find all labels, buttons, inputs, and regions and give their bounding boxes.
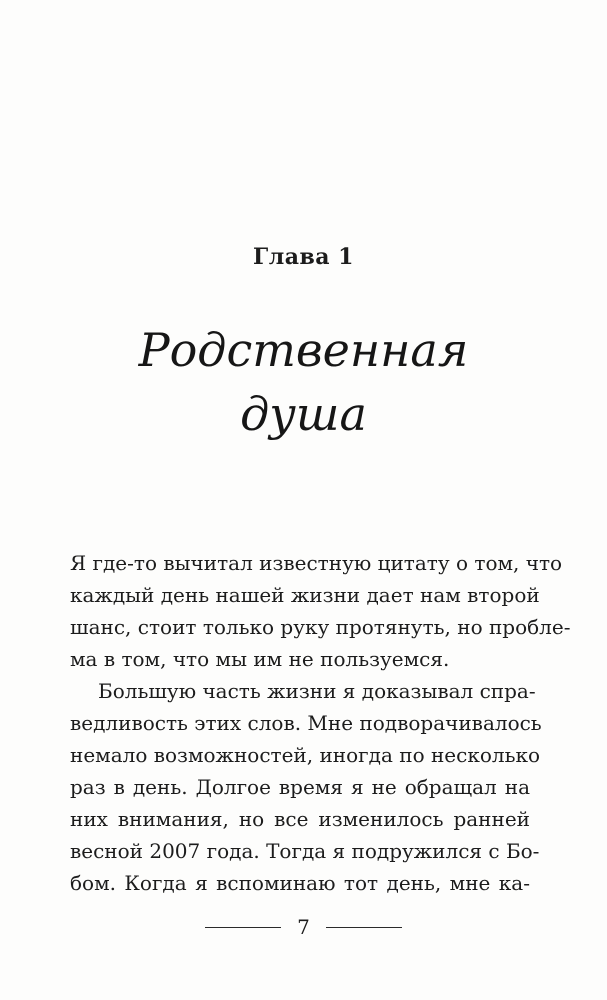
page-number: 7 [297,915,310,939]
chapter-title-line-2: душа [240,387,367,441]
text-line: немало возможностей, иногда по несколько [70,743,541,767]
text-line: ма в том, что мы им не пользуемся. [70,647,450,671]
text-line: них внимания, но все изменилось ранней [70,807,530,831]
text-line: Я где-то вычитал известную цитату о том, что [70,551,563,575]
text-line: ведливость этих слов. Мне подворачивалось [70,711,542,735]
text-line: бом. Когда я вспоминаю тот день, мне ка- [70,871,530,895]
chapter-title [0,318,607,446]
chapter-number: Глава 1 [253,244,354,270]
text-line: раз в день. Долгое время я не обращал на [70,775,530,799]
text-line: Большую часть жизни я доказывал спра- [98,679,536,703]
text-line: каждый день нашей жизни дает нам второй [70,583,540,607]
chapter-title-line-1: Родственная [138,323,469,377]
page-footer [0,912,607,942]
footer-rule-right [326,927,402,928]
text-line: весной 2007 года. Тогда я подружился с Бо- [70,839,540,863]
footer-rule-left [205,927,281,928]
body-text [70,547,571,899]
text-line: шанс, стоит только руку протянуть, но пробле- [70,615,571,639]
